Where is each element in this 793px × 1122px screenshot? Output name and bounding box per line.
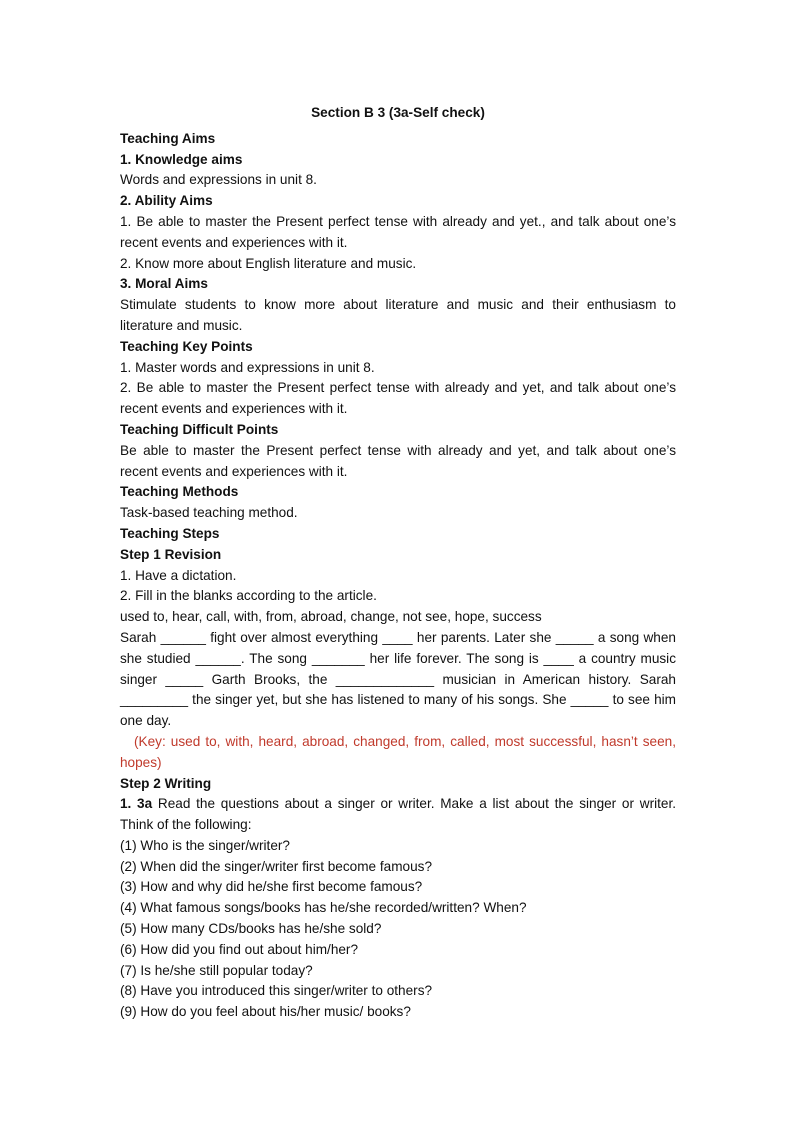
step2-question-list bbox=[120, 836, 676, 1023]
ability-aims-heading: 2. Ability Aims bbox=[120, 193, 213, 209]
question-item: (5) How many CDs/books has he/she sold? bbox=[120, 921, 382, 937]
question-item: (4) What famous songs/books has he/she recorded/written? When? bbox=[120, 900, 527, 916]
knowledge-aims-text: Words and expressions in unit 8. bbox=[120, 172, 317, 188]
moral-aims-text: Stimulate students to know more about literature and music and their enthusiasm to literature and music. bbox=[120, 297, 676, 333]
key-points-item-2: 2. Be able to master the Present perfect tense with already and yet, and talk about one’s recent events and experiences with it. bbox=[120, 380, 676, 417]
step1-item-2: 2. Fill in the blanks according to the article. bbox=[120, 588, 377, 604]
methods-text: Task-based teaching method. bbox=[120, 505, 298, 521]
question-item: (7) Is he/she still popular today? bbox=[120, 962, 313, 978]
question-item: (6) How did you find out about him/her? bbox=[120, 941, 359, 957]
difficult-points-text: Be able to master the Present perfect tense with already and yet, and talk about one’s recent events and experiences with it. bbox=[120, 442, 676, 479]
difficult-points-heading: Teaching Difficult Points bbox=[120, 421, 279, 437]
question-item: (1) Who is the singer/writer? bbox=[120, 837, 290, 853]
ability-aims-item-2: 2. Know more about English literature and music. bbox=[120, 255, 417, 271]
question-item: (8) Have you introduced this singer/writer to others? bbox=[120, 983, 433, 999]
step2-intro-label: 1. 3a bbox=[120, 796, 153, 812]
key-points-heading: Teaching Key Points bbox=[120, 338, 253, 354]
step1-item-1: 1. Have a dictation. bbox=[120, 567, 237, 583]
knowledge-aims-heading: 1. Knowledge aims bbox=[120, 151, 243, 167]
step1-word-bank: used to, hear, call, with, from, abroad, change, not see, hope, success bbox=[120, 609, 542, 625]
question-item: (9) How do you feel about his/her music/ books? bbox=[120, 1004, 411, 1020]
step2-intro bbox=[120, 794, 676, 836]
step1-passage: Sarah ______ fight over almost everything ____ her parents. Later she _____ a song when she studied ______. The song _______ her life forever. The song is ____ a country music singer _____ Garth Brooks, the _____________ musician in American history. Sarah _________ the singer yet, but she has listened to many of his songs. She _____ to see him one day. bbox=[120, 629, 676, 729]
question-item: (2) When did the singer/writer first become famous? bbox=[120, 858, 433, 874]
teaching-aims-heading: Teaching Aims bbox=[120, 130, 216, 146]
steps-heading: Teaching Steps bbox=[120, 525, 220, 541]
document-title: Section B 3 (3a-Self check) bbox=[311, 105, 485, 120]
question-item: (3) How and why did he/she first become famous? bbox=[120, 879, 423, 895]
methods-heading: Teaching Methods bbox=[120, 484, 239, 500]
ability-aims-item-1: 1. Be able to master the Present perfect tense with already and yet., and talk about one’s recent events and experiences with it. bbox=[120, 213, 676, 250]
key-points-item-1: 1. Master words and expressions in unit 8. bbox=[120, 359, 375, 375]
step2-intro-text: Read the questions about a singer or writer. Make a list about the singer or writer. Think of the following: bbox=[120, 796, 677, 833]
step1-answer-key: (Key: used to, with, heard, abroad, changed, from, called, most successful, hasn’t seen, hopes) bbox=[120, 733, 676, 770]
moral-aims-heading: 3. Moral Aims bbox=[120, 276, 208, 292]
document-page bbox=[120, 103, 676, 1023]
step1-heading: Step 1 Revision bbox=[120, 546, 222, 562]
step2-heading: Step 2 Writing bbox=[120, 775, 212, 791]
